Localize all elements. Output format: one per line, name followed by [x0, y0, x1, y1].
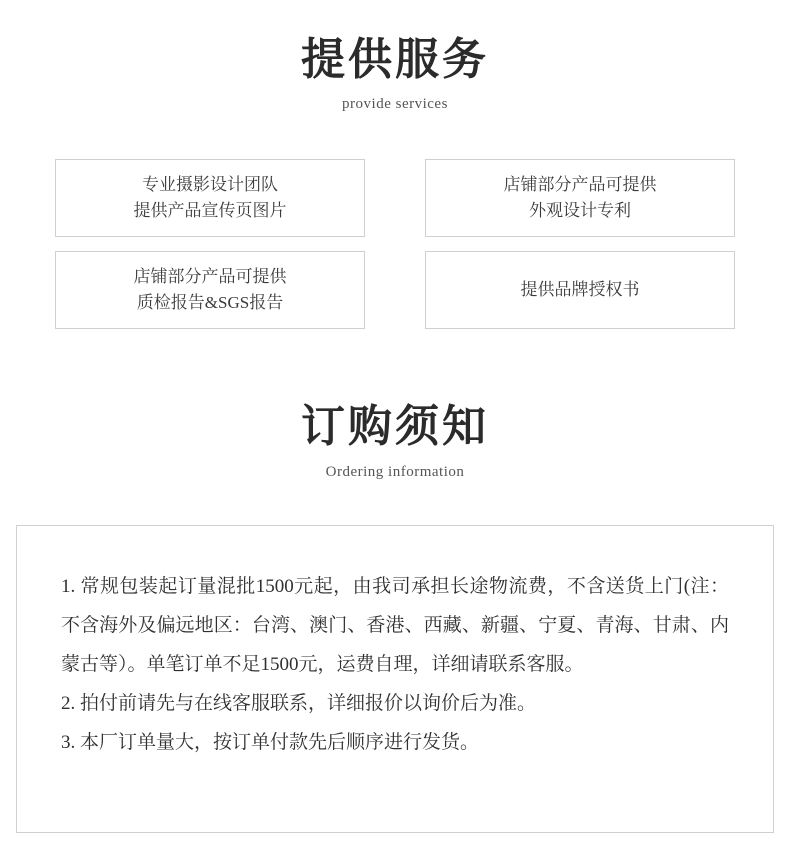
- service-line-1: 店铺部分产品可提供: [503, 175, 657, 195]
- ordering-title: 订购须知: [301, 402, 489, 452]
- service-line-1: 店铺部分产品可提供: [133, 267, 287, 287]
- notice-item: 3. 本厂订单量大，按订单付款先后顺序进行发货。: [61, 731, 480, 753]
- services-heading: [0, 0, 790, 113]
- ordering-notice-box: [16, 525, 774, 833]
- ordering-heading: [0, 403, 790, 480]
- services-title: 提供服务: [301, 35, 489, 84]
- service-box: [55, 251, 365, 329]
- service-box: [55, 159, 365, 237]
- service-box: [425, 251, 735, 329]
- notice-item: 1. 常规包装起订量混批1500元起，由我司承担长途物流费，不含送货上门(注：不含海外及偏远地区：台湾、澳门、香港、西藏、新疆、宁夏、青海、甘肃、内蒙古等）。单笔订单不足1500元，运费自理，详细请联系客服。: [61, 575, 729, 675]
- service-line-2: 提供产品宣传页图片: [133, 201, 287, 221]
- service-line-1: 专业摄影设计团队: [142, 175, 278, 195]
- service-line-1: 提供品牌授权书: [520, 280, 640, 300]
- ordering-subtitle: Ordering information: [325, 463, 465, 480]
- notice-item: 2. 拍付前请先与在线客服联系，详细报价以询价后为准。: [61, 692, 537, 714]
- service-box: [425, 159, 735, 237]
- services-grid: [55, 159, 735, 329]
- service-line-2: 质检报告&SGS报告: [136, 293, 284, 313]
- services-subtitle: provide services: [342, 96, 448, 113]
- service-line-2: 外观设计专利: [529, 201, 631, 221]
